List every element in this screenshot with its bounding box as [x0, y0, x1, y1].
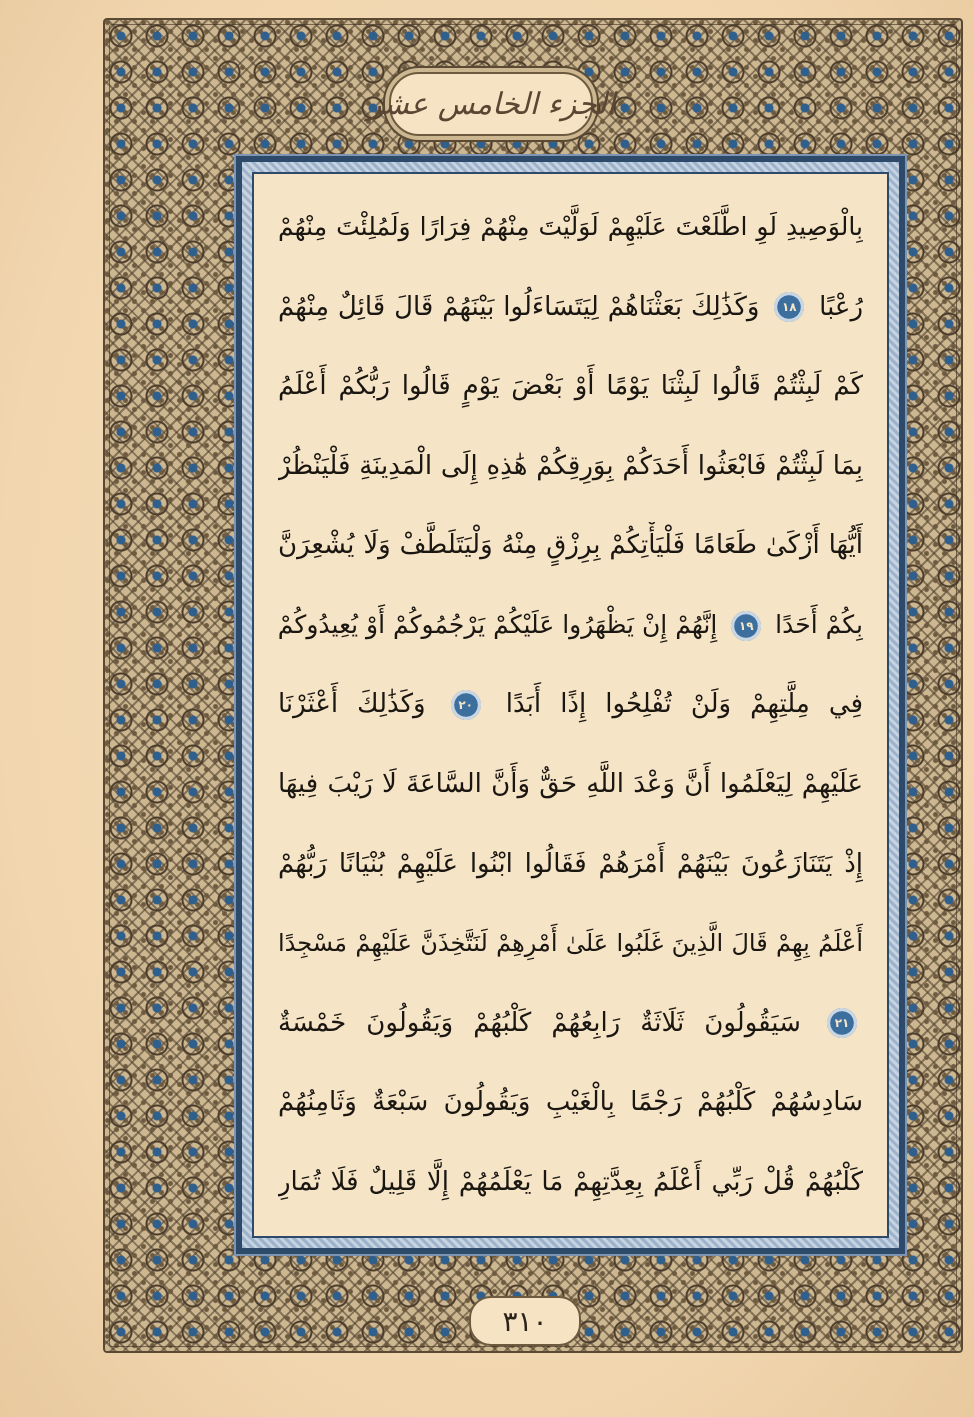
verse-text: عَلَيْهِمْ لِيَعْلَمُوا أَنَّ وَعْدَ اللَّهِ حَقٌّ وَأَنَّ السَّاعَةَ لَا رَيْبَ فِيهَا	[278, 769, 863, 800]
verse-text: فِي مِلَّتِهِمْ وَلَنْ تُفْلِحُوا إِذًا أَبَدًا	[505, 689, 863, 720]
verse-text: كَلْبُهُمْ قُلْ رَبِّي أَعْلَمُ بِعِدَّتِهِمْ مَا يَعْلَمُهُمْ إِلَّا قَلِيلٌ فَلَا تُمَارِ	[278, 1166, 863, 1197]
verse-line-10	[278, 920, 863, 967]
verse-text: إِذْ يَتَنَازَعُونَ بَيْنَهُمْ أَمْرَهُمْ فَقَالُوا ابْنُوا عَلَيْهِمْ بُنْيَانًا رَبُّهُمْ	[278, 848, 863, 879]
verse-text: أَعْلَمُ بِهِمْ قَالَ الَّذِينَ غَلَبُوا عَلَىٰ أَمْرِهِمْ لَنَتَّخِذَنَّ عَلَيْهِمْ مَسْجِدًا	[278, 929, 863, 958]
verse-line-2	[278, 284, 863, 331]
verse-line-4	[278, 443, 863, 490]
verse-text: بِمَا لَبِثْتُمْ فَابْعَثُوا أَحَدَكُمْ بِوَرِقِكُمْ هَٰذِهِ إِلَى الْمَدِينَةِ فَلْيَنْظُرْ	[278, 450, 863, 481]
verse-line-1	[278, 204, 863, 251]
text-frame	[236, 156, 905, 1254]
juz-title: الجزء الخامس عشر	[366, 86, 616, 122]
verse-text: إِنَّهُمْ إِنْ يَظْهَرُوا عَلَيْكُمْ يَرْجُمُوكُمْ أَوْ يُعِيدُوكُمْ	[278, 609, 718, 639]
verse-text: سَيَقُولُونَ ثَلَاثَةٌ رَابِعُهُمْ كَلْبُهُمْ وَيَقُولُونَ خَمْسَةٌ	[278, 1007, 801, 1038]
verse-text: بِالْوَصِيدِ لَوِ اطَّلَعْتَ عَلَيْهِمْ لَوَلَّيْتَ مِنْهُمْ فِرَارًا وَلَمُلِئْتَ مِنْهُمْ	[278, 212, 863, 241]
verse-text: بِكُمْ أَحَدًا	[775, 609, 863, 639]
page-number-cartouche	[469, 1296, 581, 1346]
verse-line-7	[278, 681, 863, 728]
verse-line-9	[278, 841, 863, 888]
ayah-number-marker: ١٩	[731, 611, 761, 641]
verse-line-3	[278, 363, 863, 410]
verse-text: رُعْبًا	[819, 291, 863, 322]
verse-line-12	[278, 1079, 863, 1126]
juz-header-cartouche	[366, 72, 616, 136]
verse-text: أَيُّهَا أَزْكَىٰ طَعَامًا فَلْيَأْتِكُمْ بِرِزْقٍ مِنْهُ وَلْيَتَلَطَّفْ وَلَا يُشْعِرَنَّ	[278, 530, 863, 561]
verse-line-8	[278, 761, 863, 808]
verse-line-13	[278, 1159, 863, 1206]
ayah-number-marker: ٢١	[827, 1008, 857, 1038]
verse-text: وَكَذَٰلِكَ أَعْثَرْنَا	[278, 689, 426, 720]
verse-line-5	[278, 522, 863, 569]
verse-text: كَمْ لَبِثْتُمْ قَالُوا لَبِثْنَا يَوْمًا أَوْ بَعْضَ يَوْمٍ قَالُوا رَبُّكُمْ أَعْلَمُ	[278, 371, 863, 402]
ayah-number-marker: ٢٠	[451, 690, 481, 720]
verse-block	[278, 204, 863, 1206]
verse-line-11	[278, 1000, 863, 1047]
verse-line-6	[278, 602, 863, 649]
ayah-number-marker: ١٨	[774, 292, 804, 322]
verse-text: وَكَذَٰلِكَ بَعَثْنَاهُمْ لِيَتَسَاءَلُوا بَيْنَهُمْ قَالَ قَائِلٌ مِنْهُمْ	[278, 291, 760, 322]
text-panel	[252, 172, 889, 1238]
verse-text: سَادِسُهُمْ كَلْبُهُمْ رَجْمًا بِالْغَيْبِ وَيَقُولُونَ سَبْعَةٌ وَثَامِنُهُمْ	[278, 1087, 863, 1118]
page-number: ٣١٠	[502, 1304, 548, 1338]
